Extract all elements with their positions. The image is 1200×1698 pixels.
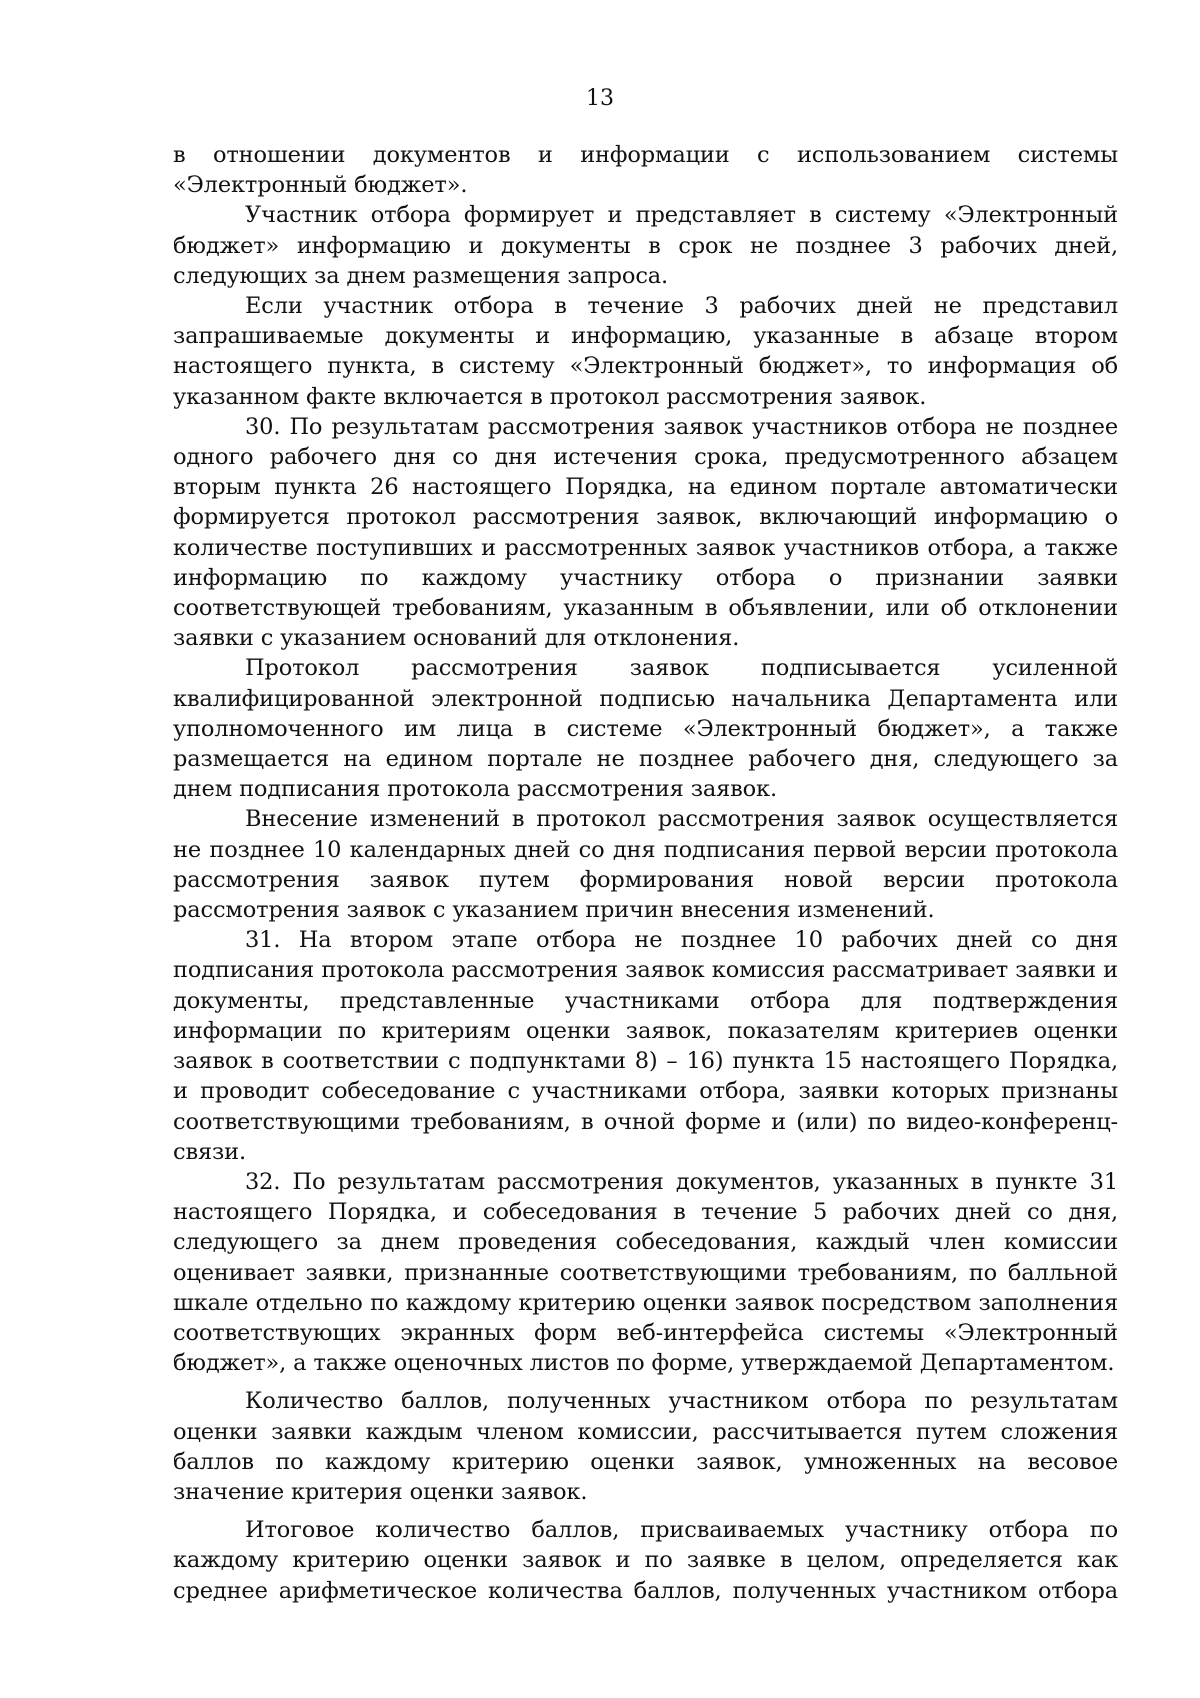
page-number: 13 [586, 86, 614, 111]
paragraph-item-31: 31. На втором этапе отбора не позднее 10 рабочих дней со дня подписания протокола рассмотрения заявок комиссия рассматривает заявки и документы, представленные участниками отбора для подтверждения информации по критериям оценки заявок, показателям критериев оценки заявок в соответствии с подпунктами 8) – 16) пункта 15 настоящего Порядка, и проводит собеседование с участниками отбора, заявки которых признаны соответствующими требованиям, в очной форме и (или) по видео-конференц-связи. [173, 927, 1118, 1165]
paragraph-protocol-changes: Внесение изменений в протокол рассмотрения заявок осуществляется не позднее 10 календарных дней со дня подписания первой версии протокола рассмотрения заявок путем формирования новой версии протокола рассмотрения заявок с указанием причин внесения изменений. [173, 806, 1118, 924]
paragraph-missing-documents: Если участник отбора в течение 3 рабочих дней не представил запрашиваемые документы и информацию, указанные в абзаце втором настоящего пункта, в систему «Электронный бюджет», то информация об указанном факте включается в протокол рассмотрения заявок. [173, 293, 1118, 410]
paragraph-item-32: 32. По результатам рассмотрения документов, указанных в пункте 31 настоящего Порядка, и собеседования в течение 5 рабочих дней со дня, следующего за днем проведения собеседования, каждый член комиссии оценивает заявки, признанные соответствующими требованиям, по балльной шкале отдельно по каждому критерию оценки заявок посредством заполнения соответствующих экранных форм веб-интерфейса системы «Электронный бюджет», а также оценочных листов по форме, утверждаемой Департаментом. [173, 1168, 1118, 1377]
paragraph-participant-submission: Участник отбора формирует и представляет в систему «Электронный бюджет» информацию и документы в срок не позднее 3 рабочих дней, следующих за днем размещения запроса. [173, 202, 1118, 289]
paragraph-item-30: 30. По результатам рассмотрения заявок участников отбора не позднее одного рабочего дня со дня истечения срока, предусмотренного абзацем вторым пункта 26 настоящего Порядка, на едином портале автоматически формируется протокол рассмотрения заявок, включающий информацию о количестве поступивших и рассмотренных заявок участников отбора, а также информацию по каждому участнику отбора о признании заявки соответствующей требованиям, указанным в объявлении, или об отклонении заявки с указанием оснований для отклонения. [173, 413, 1118, 652]
paragraph-protocol-signing: Протокол рассмотрения заявок подписывается усиленной квалифицированной электронной подписью начальника Департамента или уполномоченного им лица в системе «Электронный бюджет», а также размещается на едином портале не позднее рабочего дня, следующего за днем подписания протокола рассмотрения заявок. [173, 655, 1118, 803]
paragraph-score-calculation: Количество баллов, полученных участником отбора по результатам оценки заявки каждым членом комиссии, рассчитывается путем сложения баллов по каждому критерию оценки заявок, умноженных на весовое значение критерия оценки заявок. [173, 1388, 1118, 1505]
paragraph-final-score: Итоговое количество баллов, присваиваемых участнику отбора по каждому критерию оценки заявок и по заявке в целом, определяется как среднее арифметическое количества баллов, полученных участником отбора [173, 1517, 1118, 1604]
paragraph-continuation: в отношении документов и информации с использованием системы «Электронный бюджет». [173, 142, 1118, 199]
document-body [173, 140, 1118, 1606]
